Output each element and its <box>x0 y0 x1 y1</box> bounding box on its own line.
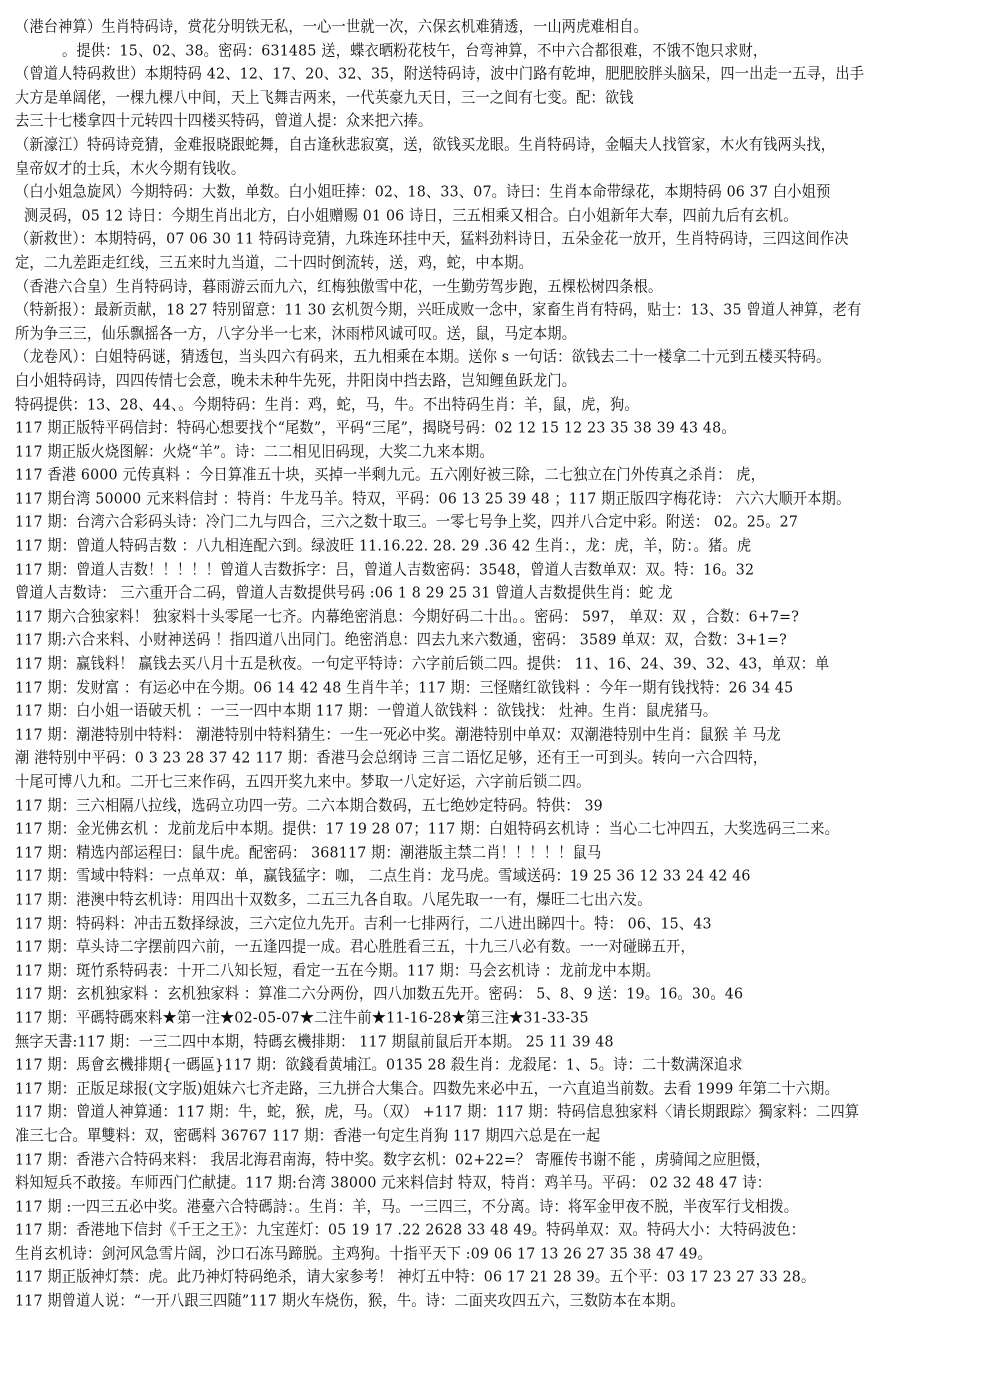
text-line: 117 期：曾道人神算通：117 期：牛，蛇，猴，虎，马。（双） +117 期：117 期：特码信息独家料〈请长期跟踪〉獨家料：二四算 <box>15 1103 860 1121</box>
text-line: 117 期：白小姐一语破天机 ：一三一四中本期 117 期：一曾道人欲钱料 ：欲钱找： 灶神。生肖：鼠虎猪马。 <box>15 702 718 720</box>
text-line: 大方是单阔佬，一棵九棵八中间，天上飞舞吉两来，一代英豪九天日，三一之间有七变。配：欲钱 <box>15 89 634 107</box>
text-line: 特码提供：13、28、44、。今期特码：生肖：鸡，蛇，马，牛。不出特码生肖：羊，鼠，虎，狗。 <box>15 395 639 414</box>
text-line: 117 期：金光佛玄机 ：龙前龙后中本期。提供：17 19 28 07；117 期：白姐特码玄机诗 ：当心二七冲四五，大奖选码三二来。 <box>15 820 839 838</box>
text-line: 117 期：香港地下信封《千王之王》：九宝莲灯：05 19 17 .22 2628 33 48 49。特码单双：双。特码大小：大特码波色： <box>15 1221 806 1239</box>
text-line: 117 期正版神灯禁：虎。此乃神灯特码绝杀，请大家参考！ 神灯五中特：06 17 21 28 39。五个平：03 17 23 27 33 28。 <box>15 1268 816 1287</box>
text-line: 117 期：特码料：冲击五数择绿波，三六定位九先开。吉利一七排两行，二八进出睇四十。特： 06、15、43 <box>15 914 712 933</box>
text-line: 117 期正版特平码信封：特码心想要找个“尾数”，平码“三尾”，揭晓号码：02 12 15 12 23 35 38 39 43 48。 <box>15 419 736 437</box>
text-line: 117 期：港澳中特玄机诗：用四出十双数多，二五三九各自取。八尾先取一一有，爆旺二七出六发。 <box>15 891 652 909</box>
text-line: 117 期：正版足球报(文字版)姐妹六七齐走路，三九拼合大集合。四数先来必中五，一六直追当前数。去看 1999 年第二十六期。 <box>15 1080 839 1098</box>
text-line: （港台神算）生肖特码诗，赏花分明铁无私，一心一世就一次，六保玄机难猜透，一山两虎难相自。 <box>15 18 649 36</box>
text-line: 117 期:六合来料、小财神送码 ！指四道八出同门。绝密消息：四去九来六数通，密码： 3589 单双：双，合数：3+1=? <box>15 631 787 650</box>
text-line: 117 期正版火烧图解：火烧“羊”。诗：二二相见旧码现，大奖二九来本期。 <box>15 442 494 461</box>
text-line: 白小姐特码诗，四四传情七会意，晚未未种牛先死，井阳岗中挡去路，岂知鲤鱼跃龙门。 <box>15 372 577 390</box>
text-line: 117 期：香港六合特码来料： 我居北海君南海，特中奖。数字玄机：02+22=？ 寄雁传书谢不能 ，虏骑闻之应胆慑， <box>15 1150 771 1169</box>
text-line: 测灵码，05 12 诗日：今期生肖出北方，白小姐赠赐 01 06 诗日，三五相乘又相合。白小姐新年大奉，四前九后有玄机。 <box>24 207 798 225</box>
text-line: 生肖玄机诗：剑河风急雪片阔，沙口石冻马蹄脱。主鸡狗。十指平天下 :09 06 17 13 26 27 35 38 47 49。 <box>15 1245 713 1263</box>
text-line: 准三七合。單雙料：双，密碼料 36767 117 期：香港一句定生肖狗 117 期四六总是在一起 <box>15 1127 601 1145</box>
text-line: 所为争三三，仙乐飘摇各一方，八字分半一七来，沐雨栉风诚可叹。送，鼠，马定本期。 <box>15 325 577 343</box>
text-line: 117 期：精选内部运程曰：鼠牛虎。配密码： 368117 期：潮港版主禁二肖！！！！！鼠马 <box>15 844 602 862</box>
text-line: 定，二九差距走红线，三五来时九当道，二十四时倒流转，送，鸡，蛇，中本期。 <box>15 254 533 272</box>
text-line: 117 期：台湾六合彩码头诗：冷门二九与四合，三六之数十取三。一零七号争上奖，四并八合定中彩。附送： 02。25。27 <box>15 513 799 532</box>
text-line: 117 期：赢钱料！ 赢钱去买八月十五是秋夜。一句定平特诗：六字前后锁二四。提供： 11、16、24、39、32、43，单双：单 <box>15 655 830 673</box>
text-line: 117 期：曾道人特码吉数 ：八九相连配六到。绿波旺 11.16.22. 28. 29 .36 42 生肖：，龙：虎，羊，防：。猪。虎 <box>15 537 752 555</box>
document-body <box>0 16 982 1337</box>
text-line: 曾道人吉数诗： 三六重开合二码，曾道人吉数提供号码 :06 1 8 29 25 31 曾道人吉数提供生肖：蛇 龙 <box>15 584 673 602</box>
text-line: （白小姐急旋风）今期特码：大数，单数。白小姐旺捧：02、18、33、07。诗曰：生肖本命带绿花，本期特码 06 37 白小姐预 <box>15 183 831 201</box>
text-line: 117 期：草头诗二字摆前四六前，一五逢四提一成。君心胜胜看三五，十九三八必有数。一一对碰睇五开， <box>15 938 695 956</box>
text-line: 117 期曾道人说：“一开八跟三四随”117 期火车烧伤，猴，牛。诗：二面夹攻四五六，三数防本在本期。 <box>15 1292 685 1310</box>
text-line: （香港六合皇）生肖特码诗，暮雨游云而九六，红梅独傲雪中花，一生勤劳驾步跑，五棵松树四条根。 <box>15 277 663 296</box>
text-line: （特新报）：最新贡献，18 27 特别留意：11 30 玄机贺今期，兴旺成败一念中，家畜生肖有特码，贴士：13、35 曾道人神算，老有 <box>15 301 862 319</box>
text-line: 117 期：三六相隔八拉线，选码立功四一劳。二六本期合数码，五七绝妙定特码。特供： 39 <box>15 796 603 815</box>
text-line: （曾道人特码救世）本期特码 42、12、17、20、32、35，附送特码诗，波中门路有乾坤，肥肥胶胖头脑呆，四一出走一五寻，出手 <box>15 65 865 83</box>
text-line: 117 期台湾 50000 元来料信封 ：特肖：牛龙马羊。特双，平码：06 13 25 39 48 ；117 期正版四字梅花诗： 六六大顺开本期。 <box>15 490 851 508</box>
text-line: 去三十七楼拿四十元转四十四楼买特码，曾道人提：众来把六捧。 <box>15 112 433 130</box>
text-line: 117 期：曾道人吉数！！！！！曾道人吉数拆字：吕，曾道人吉数密码：3548，曾道人吉数单双：双。特：16。32 <box>15 560 755 579</box>
text-line <box>0 1313 982 1338</box>
text-line: 117 期：雪域中特料：一点单双：单，赢钱猛字：咖， 二点生肖：龙马虎。雪域送码：19 25 36 12 33 24 42 46 <box>15 867 751 885</box>
text-line: 117 香港 6000 元传真料 ：今日算准五十块，买掉一半剩九元。五六刚好被三除，二七独立在门外传真之杀肖： 虎， <box>15 466 765 484</box>
text-line: 117 期：斑竹系特码表：十开二八知长短，看定一五在今期。117 期：马会玄机诗 ：龙前龙中本期。 <box>15 962 660 980</box>
text-line: （龙卷风）：白姐特码谜，猜透包，当头四六有码来，五九相乘在本期。送你 s 一句话：欲钱去二十一楼拿二十元到五楼买特码。 <box>15 348 831 366</box>
text-line: （新濠江）特码诗竞猜，金难报晓跟蛇舞，自古逢秋悲寂寞，送，欲钱买龙眼。生肖特码诗，金幅夫人找管家，木火有钱两头找， <box>15 136 836 154</box>
text-line: 十尾可博八九和。二开七三来作码，五四开奖九来中。梦取一八定好运，六字前后锁二四。 <box>15 773 591 791</box>
text-line: 無字天書:117 期：一三二四中本期，特碼玄機排期： 117 期鼠前鼠后开本期。 25 11 39 48 <box>15 1032 614 1051</box>
text-line: 117 期：玄机独家料 ：玄机独家料 ：算准二六分两份，四八加数五先开。密码： 5、8、9 送：19。16。30。46 <box>15 985 744 1003</box>
text-line: 潮 港特别中平码：0 3 23 28 37 42 117 期：香港马会总纲诗 三言二语忆足够，还有王一可到头。转向一六合四特， <box>15 749 768 767</box>
text-line: （新救世）：本期特码，07 06 30 11 特码诗竞猜，九珠连环挂中天，猛料劲料诗日，五朵金花一放开，生肖特码诗，三四这间作决 <box>15 230 849 248</box>
text-line: 117 期：平碼特碼來料★第一注★02-05-07★二注牛前★11-16-28★第三注★31-33-35 <box>15 1009 589 1027</box>
text-line: 117 期：潮港特别中特料： 潮港特别中特料猜生：一生一死必中奖。潮港特别中单双：双潮港特别中生肖：鼠猴 羊 马龙 <box>15 726 781 744</box>
text-line: 117 期：馬會玄機排期{一碼區}117 期：欲錢看黄埔江。0135 28 殺生肖：龙殺尾：1、5。诗：二十数满深追求 <box>15 1056 743 1074</box>
text-line: 117 期：发财富 ：有运必中在今期。06 14 42 48 生肖牛羊；117 期：三怪赌红欲钱料 ：今年一期有钱找特：26 34 45 <box>15 678 794 697</box>
text-line: 。提供：15、02、38。密码：631485 送，蝶衣晒粉花枝午，台弯神算，不中六合都很难，不饿不饱只求财， <box>62 41 768 60</box>
text-line: 117 期六合独家料！ 独家料十头零尾一七齐。内幕绝密消息：今期好码二十出。。密码： 597， 单双：双 ，合数：6+7=? <box>15 608 800 626</box>
text-line: 117 期 :一四三五必中奖。港臺六合特碼詩：。生肖：羊，马。一三四三，不分离。诗：将军金甲夜不脱，半夜军行戈相拨。 <box>15 1197 799 1216</box>
text-line: 料知短兵不敢接。车师西门伫献捷。117 期:台湾 38000 元来料信封 特双，特肖：鸡羊马。平码： 02 32 48 47 诗： <box>15 1174 772 1192</box>
text-line: 皇帝奴才的士兵，木火今期有钱收。 <box>15 159 246 178</box>
